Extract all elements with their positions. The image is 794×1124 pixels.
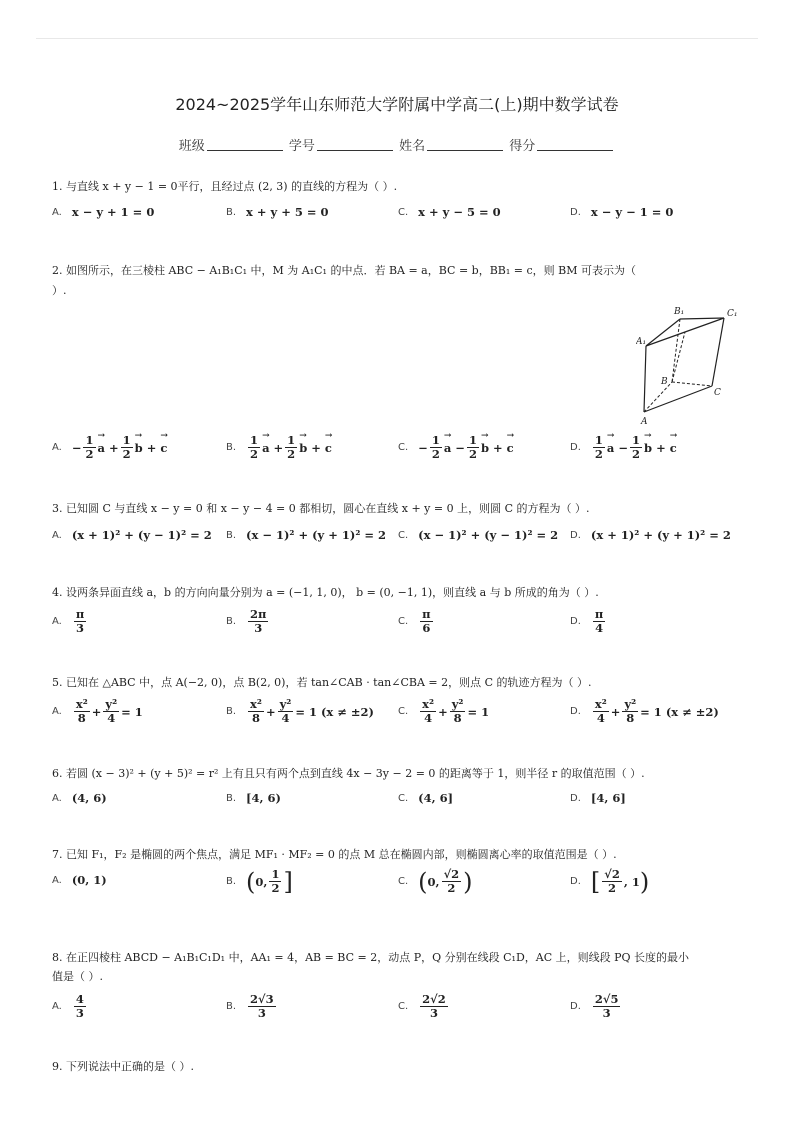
sign: + (108, 440, 119, 455)
option-label: B. (226, 529, 237, 541)
class-label: 班级 (178, 139, 205, 154)
q6-option-b[interactable] (226, 791, 281, 805)
vector-c: → c (160, 441, 167, 455)
denominator: 8 (251, 711, 260, 725)
fraction (285, 434, 297, 461)
q8-option-c[interactable] (398, 993, 450, 1020)
q7-option-c[interactable] (398, 868, 473, 895)
option-label: D. (570, 792, 581, 804)
option-label: C. (398, 206, 409, 218)
option-label: B. (226, 706, 237, 717)
numerator: π (422, 607, 431, 621)
top-divider (36, 38, 758, 39)
bracket-open: [ (590, 867, 601, 896)
fraction (593, 698, 609, 725)
q8-option-d[interactable] (570, 993, 622, 1020)
denominator: 2 (468, 447, 477, 461)
vector-b: → b (644, 441, 652, 455)
vector-b: → b (481, 441, 489, 455)
q7-option-a[interactable] (52, 873, 107, 887)
numerator: 2√2 (422, 992, 446, 1006)
denominator: 4 (281, 711, 290, 725)
fraction (593, 993, 621, 1020)
numerator: x² (250, 697, 262, 711)
question-2-stem-cont: ）. (52, 284, 67, 297)
sign: + (273, 440, 284, 455)
class-blank[interactable] (207, 138, 283, 151)
fraction (450, 698, 466, 725)
fraction (83, 434, 95, 461)
question-9-stem: 9. 下列说法中正确的是（ ）. (52, 1060, 194, 1073)
numerator: 1 (468, 433, 477, 447)
paren-open: ( (246, 867, 256, 896)
sign: − (618, 440, 629, 455)
q7-option-d[interactable] (570, 868, 649, 895)
option-text: x − y + 1 = 0 (71, 205, 155, 219)
score-blank[interactable] (537, 138, 613, 151)
fraction (103, 698, 119, 725)
vector-c: → c (670, 441, 677, 455)
q3-option-a[interactable] (52, 528, 212, 542)
numerator: 1 (431, 433, 440, 447)
q6-option-c[interactable] (398, 791, 453, 805)
fraction (467, 434, 479, 461)
numerator: y² (279, 697, 292, 711)
option-label: D. (570, 206, 581, 218)
option-label: A. (52, 529, 62, 541)
denominator: 6 (422, 621, 431, 635)
fraction (74, 698, 90, 725)
paren-open: ( (418, 867, 428, 896)
question-8-stem: 8. 在正四棱柱 ABCD − A₁B₁C₁D₁ 中，AA₁ = 4，AB = BC = 2，动点 P，Q 分别在线段 C₁D，AC 上，则线段 PQ 长度的最小 (52, 951, 690, 964)
question-7-stem: 7. 已知 F₁，F₂ 是椭圆的两个焦点，满足 MF₁ · MF₂ = 0 的点 M 总在椭圆内部，则椭圆离心率的取值范围是（ ）. (52, 848, 617, 861)
q5-option-c[interactable]: C. $\frac{\text{x²}}{4}$ + $\frac{\text{y²}}{8}$ = 1 (398, 697, 490, 725)
score-label: 得分 (509, 139, 536, 154)
q2-option-c[interactable] (398, 434, 514, 461)
option-text: (4, 6) (71, 791, 107, 805)
q1-option-b[interactable] (226, 205, 329, 219)
option-label: A. (52, 206, 62, 218)
q6-option-d[interactable] (570, 791, 626, 805)
option-text: [4, 6] (590, 791, 626, 805)
option-label: B. (226, 1001, 237, 1012)
fraction (420, 608, 432, 635)
q1-option-d[interactable] (570, 205, 673, 219)
numerator: 4 (75, 992, 84, 1006)
option-text: (0, 1) (71, 873, 107, 887)
q4-option-d[interactable] (570, 608, 607, 635)
denominator: 2 (594, 447, 603, 461)
sign: − (71, 440, 82, 455)
vector-a: → a (444, 441, 451, 455)
fraction (442, 868, 462, 895)
denominator: 2 (431, 447, 440, 461)
q3-option-b[interactable] (226, 528, 386, 542)
option-label: C. (398, 529, 409, 541)
option-label: B. (226, 792, 237, 804)
question-6-stem: 6. 若圆 (x − 3)² + (y + 5)² = r² 上有且只有两个点到直线 4x − 3y − 2 = 0 的距离等于 1，则半径 r 的取值范围（ ）. (52, 767, 645, 780)
paren-close: ) (463, 867, 473, 896)
numerator: x² (75, 697, 88, 711)
q3-option-c[interactable] (398, 528, 558, 542)
option-label: C. (398, 792, 409, 804)
name-label: 姓名 (399, 139, 426, 154)
vector-c: → c (325, 441, 332, 455)
label-B1: B₁ (674, 307, 685, 317)
label-A: A (641, 417, 648, 427)
numerator: √2 (604, 867, 620, 881)
denominator: 2 (287, 447, 296, 461)
option-label: C. (398, 876, 409, 887)
numerator: x² (422, 697, 435, 711)
option-label: B. (226, 616, 237, 627)
option-label: B. (226, 206, 237, 218)
sign: + (493, 440, 503, 455)
option-text: (x + 1)² + (y − 1)² = 2 (71, 528, 212, 542)
page-title: 2024~2025学年山东师范大学附属中学高二(上)期中数学试卷 (175, 95, 619, 114)
question-2-stem: 2. 如图所示，在三棱柱 ABC − A₁B₁C₁ 中，M 为 A₁C₁ 的中点．若 BA = a，BC = b，BB₁ = c，则 BM 可表示为（ (52, 264, 636, 277)
denominator: 2 (608, 881, 617, 895)
option-text: (x + 1)² + (y + 1)² = 2 (590, 528, 731, 542)
numerator: 1 (122, 433, 131, 447)
option-label: D. (570, 529, 581, 541)
denominator: 4 (107, 711, 116, 725)
denominator: 8 (453, 711, 462, 725)
numerator: y² (624, 697, 637, 711)
q6-option-a[interactable] (52, 791, 107, 805)
interval-end: , 1 (623, 874, 640, 889)
fraction (248, 434, 260, 461)
prism-figure (636, 304, 746, 428)
denominator: 3 (76, 621, 85, 635)
paren-close: ) (639, 867, 650, 896)
fraction (593, 608, 605, 635)
fraction (430, 434, 442, 461)
option-text: x − y − 1 = 0 (590, 205, 674, 219)
option-label: D. (570, 1001, 581, 1012)
question-8-stem-cont: 值是（ ）. (52, 970, 103, 983)
numerator: 2√3 (250, 992, 274, 1006)
label-A1: A₁ (636, 337, 647, 347)
numerator: 2π (250, 607, 267, 621)
option-text: (4, 6] (418, 791, 454, 805)
fraction (622, 698, 638, 725)
numerator: y² (105, 697, 118, 711)
denominator: 8 (77, 711, 86, 725)
q1-option-c[interactable] (398, 205, 501, 219)
vector-b: → b (299, 441, 307, 455)
option-label: D. (570, 616, 581, 627)
fraction (248, 993, 276, 1020)
option-label: C. (398, 616, 409, 627)
option-label: B. (226, 442, 237, 453)
option-label: A. (52, 616, 62, 627)
option-tail: = 1 (x ≠ ±2) (295, 704, 374, 719)
fraction (74, 993, 86, 1020)
option-label: C. (398, 1001, 409, 1012)
sign: − (418, 440, 428, 455)
option-text: x + y − 5 = 0 (418, 205, 501, 219)
question-4-stem: 4. 设两条异面直线 a，b 的方向向量分别为 a = (−1, 1, 0)， b = (0, −1, 1)，则直线 a 与 b 所成的角为（ ）. (52, 586, 599, 599)
denominator: 3 (254, 621, 263, 635)
numerator: 1 (632, 433, 641, 447)
denominator: 3 (602, 1006, 611, 1020)
q5-option-a[interactable]: A. $\frac{\text{x²}}{8}$ + $\frac{\text{y²}}{4}$ = 1 (52, 697, 143, 725)
label-C: C (714, 388, 721, 398)
option-label: A. (52, 874, 62, 886)
numerator: 1 (85, 433, 94, 447)
fraction (269, 868, 281, 895)
fraction (602, 868, 622, 895)
question-5-stem: 5. 已知在 △ABC 中，点 A(−2, 0)，点 B(2, 0)，若 tan∠CAB · tan∠CBA = 2，则点 C 的轨迹方程为（ ）. (52, 676, 592, 689)
fraction (420, 993, 448, 1020)
q3-option-d[interactable] (570, 528, 731, 542)
q1-option-a[interactable] (52, 205, 154, 219)
denominator: 2 (447, 881, 456, 895)
vector-c: → c (507, 441, 514, 455)
option-label: A. (52, 1001, 62, 1012)
option-label: D. (570, 876, 581, 887)
numerator: 1 (271, 867, 280, 881)
denominator: 4 (424, 711, 433, 725)
fraction (248, 698, 264, 725)
vector-b: → b (135, 441, 143, 455)
fraction (121, 434, 133, 461)
q4-option-c[interactable] (398, 608, 435, 635)
numerator: y² (451, 697, 464, 711)
sign: + (311, 440, 321, 455)
denominator: 3 (257, 1006, 266, 1020)
interval-start: 0, (255, 874, 268, 889)
option-text: x + y + 5 = 0 (246, 205, 329, 219)
option-label: C. (398, 442, 409, 453)
denominator: 2 (632, 447, 641, 461)
denominator: 2 (85, 447, 94, 461)
denominator: 2 (250, 447, 259, 461)
vector-a: → a (98, 441, 105, 455)
option-tail: = 1 (467, 704, 490, 719)
option-label: A. (52, 706, 62, 717)
label-C1: C₁ (727, 309, 738, 319)
denominator: 2 (271, 881, 280, 895)
sign: + (656, 440, 666, 455)
q4-option-b[interactable] (226, 608, 270, 635)
option-tail: = 1 (x ≠ ±2) (640, 704, 719, 719)
student-info-row (0, 135, 794, 154)
q8-option-a[interactable] (52, 993, 88, 1020)
denominator: 8 (626, 711, 635, 725)
number-label: 学号 (288, 139, 315, 154)
q2-option-d[interactable] (570, 434, 677, 461)
sign: − (455, 440, 465, 455)
q4-option-a[interactable] (52, 608, 88, 635)
vector-a: → a (262, 441, 269, 455)
option-label: D. (570, 442, 581, 453)
name-blank[interactable] (427, 138, 503, 151)
option-label: B. (226, 876, 237, 887)
bracket-close: ] (283, 867, 293, 896)
numerator: √2 (443, 867, 460, 881)
numerator: 1 (594, 433, 603, 447)
question-1-stem: 1. 与直线 x + y − 1 = 0平行，且经过点 (2, 3) 的直线的方程为（ ）. (52, 180, 398, 193)
fraction (248, 608, 268, 635)
fraction (630, 434, 642, 461)
option-label: A. (52, 792, 62, 804)
numerator: π (75, 607, 85, 621)
q8-option-b[interactable] (226, 993, 278, 1020)
denominator: 4 (595, 621, 604, 635)
numerator: 2√5 (594, 992, 619, 1006)
option-label: C. (398, 706, 409, 717)
label-B: B (661, 377, 668, 387)
option-label: D. (570, 706, 581, 717)
fraction (420, 698, 436, 725)
option-text: [4, 6) (246, 791, 281, 805)
option-label: A. (52, 442, 62, 453)
numerator: 1 (250, 433, 259, 447)
numerator: π (594, 607, 604, 621)
option-tail: = 1 (121, 704, 143, 719)
interval-start: 0, (427, 874, 440, 889)
option-text: (x − 1)² + (y − 1)² = 2 (418, 528, 559, 542)
denominator: 4 (596, 711, 605, 725)
sign: + (146, 440, 157, 455)
q2-option-a[interactable] (52, 434, 167, 461)
q5-option-b[interactable]: B. $\frac{\text{x²}}{8}$ + $\frac{\text{y²}}{4}$ = 1 (x ≠ ±2) (226, 697, 374, 725)
q7-option-b[interactable] (226, 868, 293, 895)
fraction (593, 434, 605, 461)
numerator: x² (594, 697, 607, 711)
number-blank[interactable] (317, 138, 393, 151)
fraction (278, 698, 294, 725)
denominator: 3 (75, 1006, 84, 1020)
denominator: 3 (429, 1006, 438, 1020)
fraction (74, 608, 86, 635)
q2-option-b[interactable] (226, 434, 332, 461)
numerator: 1 (287, 433, 296, 447)
vector-a: → a (607, 441, 614, 455)
option-text: (x − 1)² + (y + 1)² = 2 (246, 528, 387, 542)
question-3-stem: 3. 已知圆 C 与直线 x − y = 0 和 x − y − 4 = 0 都相切，圆心在直线 x + y = 0 上，则圆 C 的方程为（ ）. (52, 502, 590, 515)
q5-option-d[interactable]: D. $\frac{\text{x²}}{4}$ + $\frac{\text{y²}}{8}$ = 1 (x ≠ ±2) (570, 697, 719, 725)
denominator: 2 (122, 447, 131, 461)
